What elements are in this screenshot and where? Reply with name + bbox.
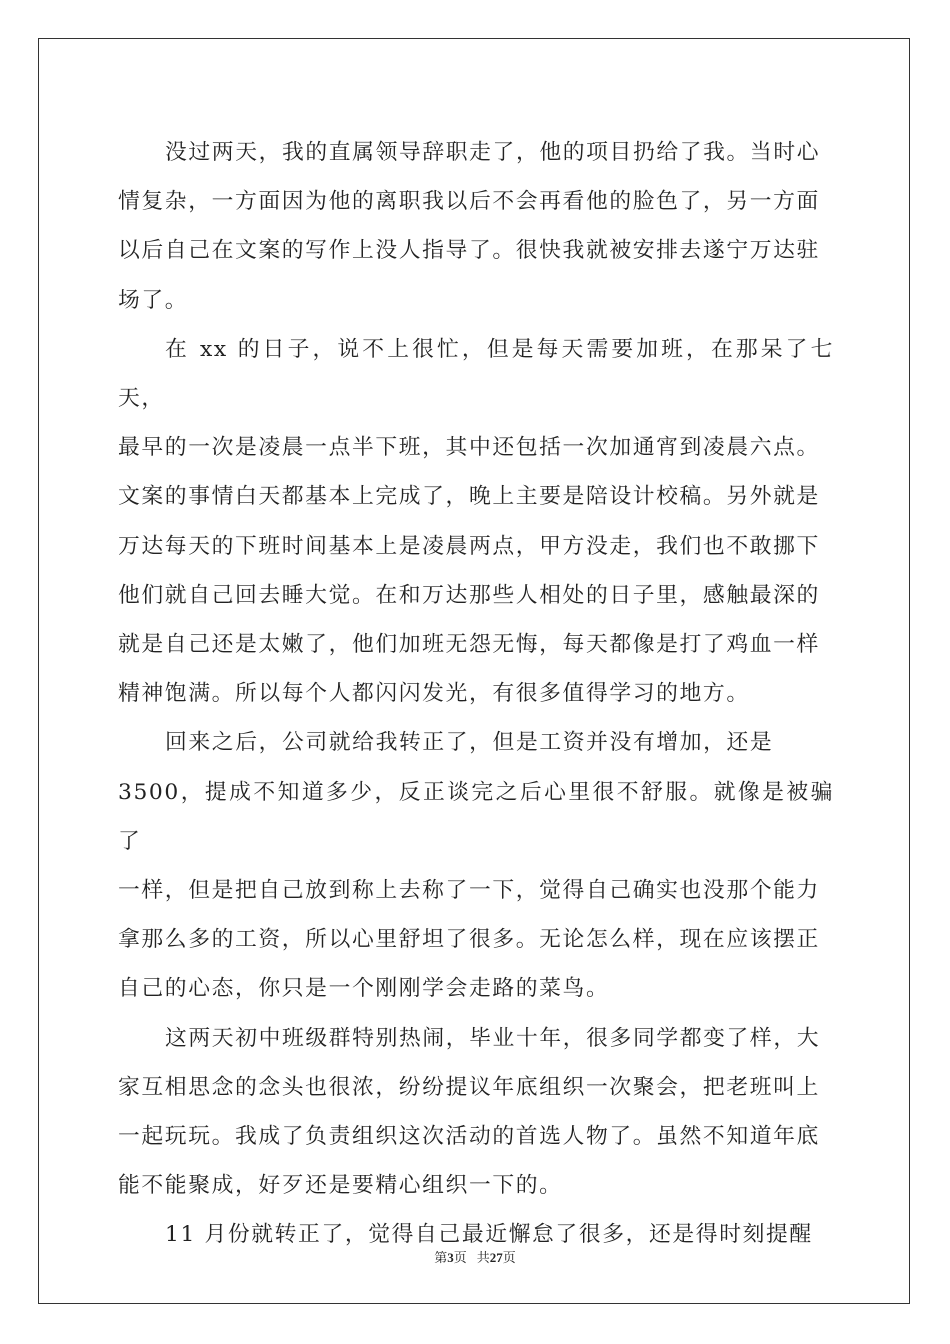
page-current: 3	[447, 1250, 454, 1265]
page-unit: 页	[453, 1251, 467, 1266]
paragraph-5: 11 月份就转正了，觉得自己最近懈怠了很多，还是得时刻提醒	[165, 1222, 813, 1248]
paragraph-3: 回来之后，公司就给我转正了，但是工资并没有增加，还是 3500，提成不知道多少，反正谈完之后心里很不舒服。就像是被骗了 一样，但是把自己放到称上去称了一下，觉得自己确实也没那个能力 拿那么多的工资，所以心里舒坦了很多。无论怎么样，现在应该摆正 自己的心态，你只是一个刚刚学会走路的菜鸟。	[118, 730, 834, 1002]
page-footer	[0, 1247, 950, 1266]
paragraph-2: 在 xx 的日子，说不上很忙，但是每天需要加班，在那呆了七天， 最早的一次是凌晨一点半下班，其中还包括一次加通宵到凌晨六点。 文案的事情白天都基本上完成了，晚上主要是陪设计校稿。另外就是 万达每天的下班时间基本上是凌晨两点，甲方没走，我们也不敢挪下 他们就自己回去睡大觉。在和万达那些人相处的日子里，感触最深的 就是自己还是太嫩了，他们加班无怨无悔，每天都像是打了鸡血一样 精神饱满。所以每个人都闪闪发光，有很多值得学习的地方。	[118, 336, 834, 707]
total-prefix: 共	[476, 1251, 490, 1266]
paragraph-4: 这两天初中班级群特别热闹，毕业十年，很多同学都变了样，大 家互相思念的念头也很浓，纷纷提议年底组织一次聚会，把老班叫上 一起玩玩。我成了负责组织这次活动的首选人物了。虽然不知道年底 能不能聚成，好歹还是要精心组织一下的。	[118, 1025, 821, 1199]
total-unit: 页	[502, 1251, 516, 1266]
page-prefix: 第	[434, 1251, 448, 1266]
paragraph-1: 没过两天，我的直属领导辞职走了，他的项目扔给了我。当时心 情复杂，一方面因为他的离职我以后不会再看他的脸色了，另一方面 以后自己在文案的写作上没人指导了。很快我就被安排去遂宁万达驻 场了。	[118, 140, 821, 313]
document-body	[118, 128, 834, 1260]
page-total: 27	[489, 1250, 503, 1265]
